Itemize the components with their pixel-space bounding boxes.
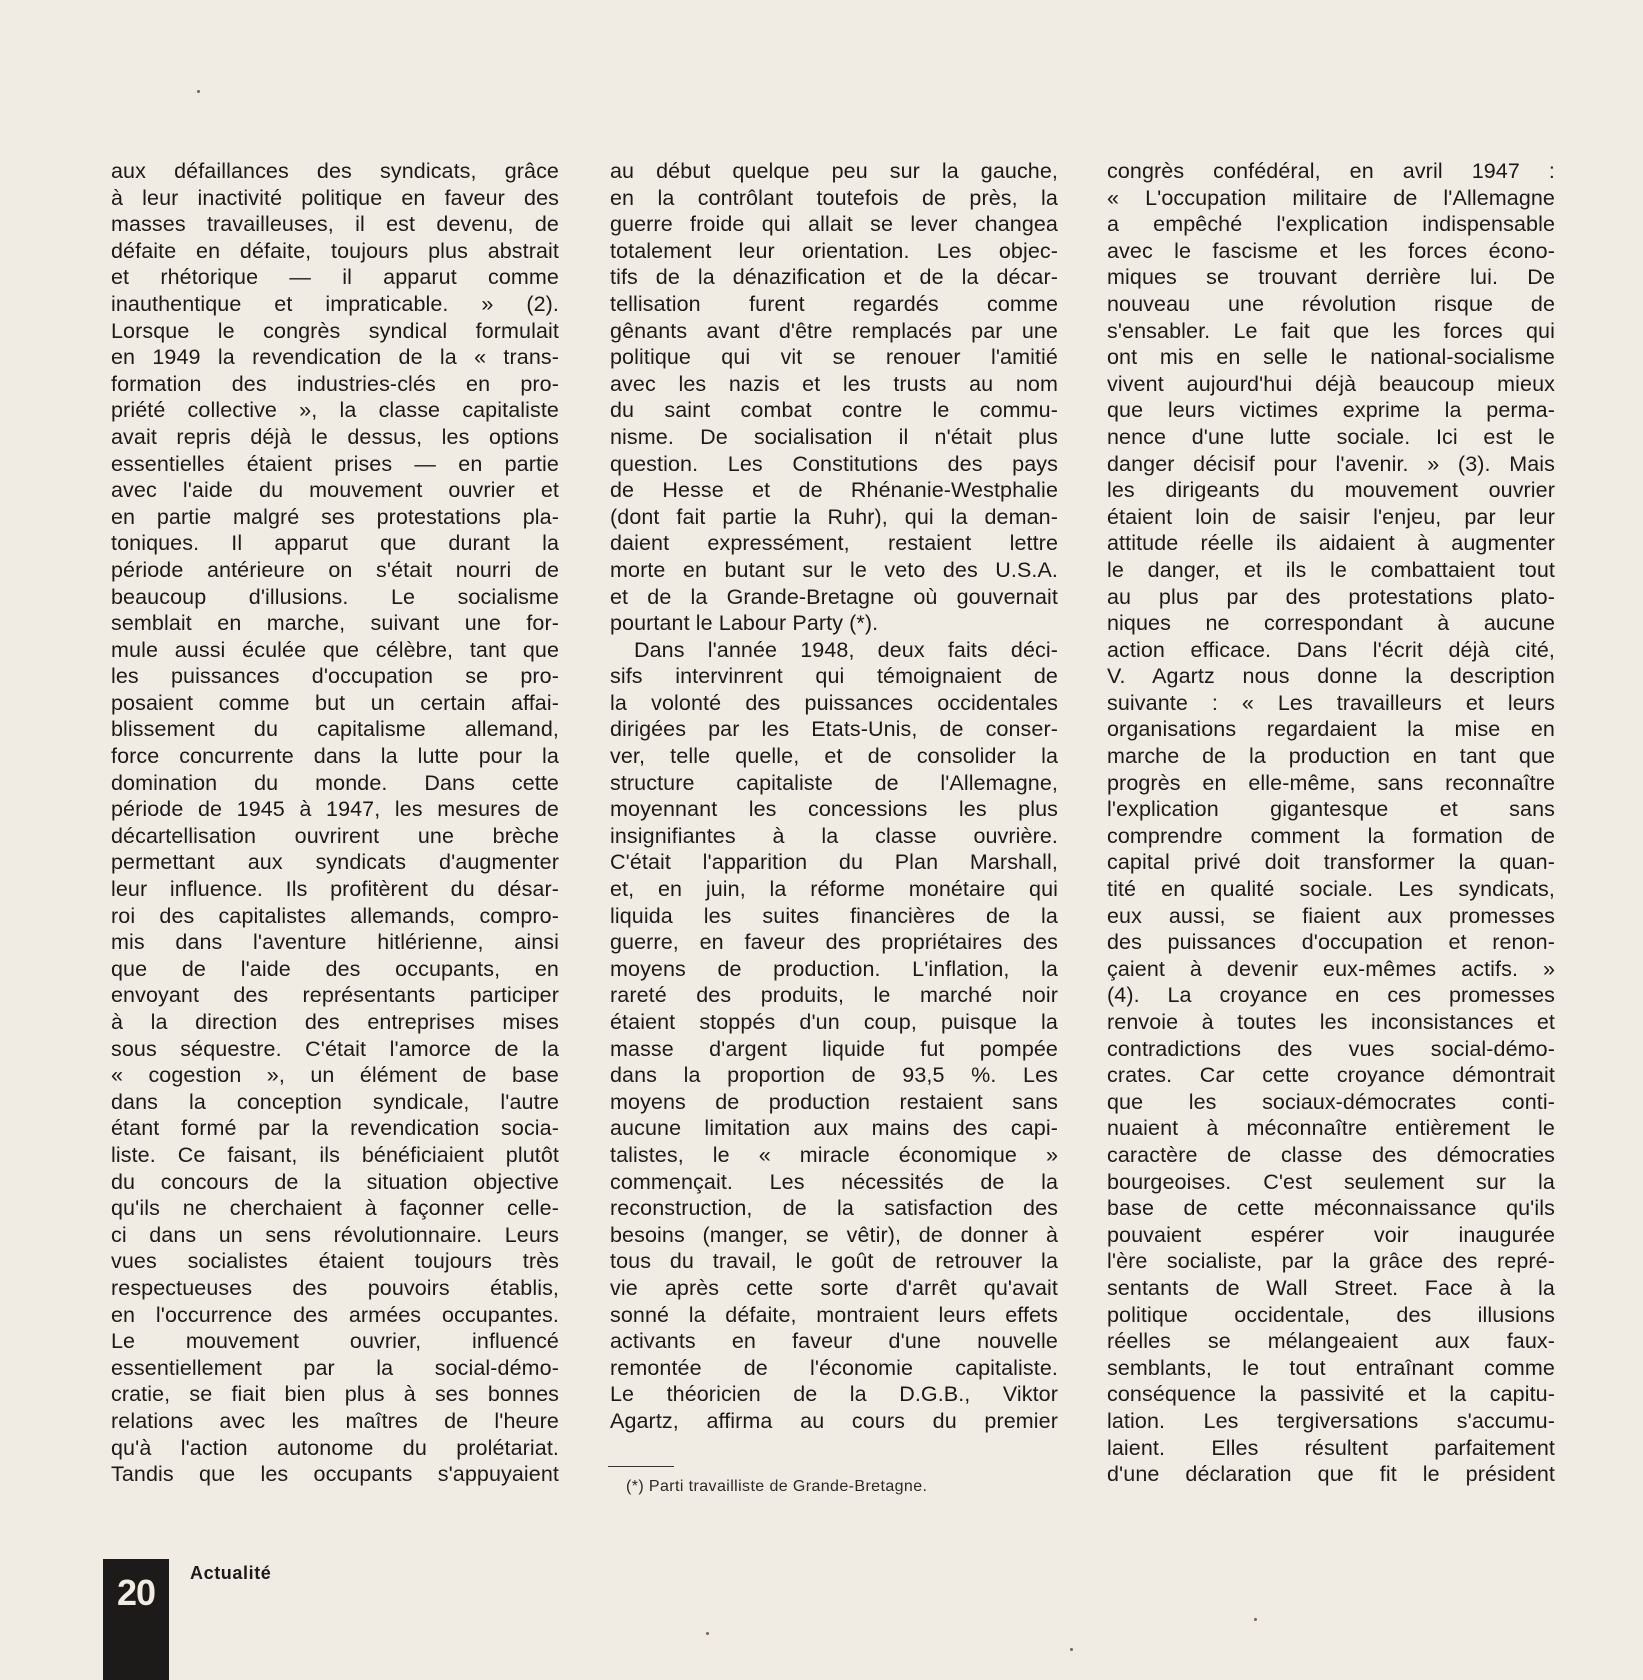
text-line: du concours de la situation objective	[111, 1169, 559, 1194]
text-line: la volonté des puissances occidentales	[610, 690, 1058, 715]
text-line: pouvaient espérer voir inaugurée	[1107, 1222, 1555, 1247]
text-line: avec l'aide du mouvement ouvrier et	[111, 478, 559, 503]
text-line: guerre froide qui allait se lever changea	[610, 212, 1058, 237]
text-line: mule aussi éculée que célèbre, tant que	[111, 637, 559, 662]
text-line: respectueuses des pouvoirs établis,	[111, 1275, 559, 1300]
text-line: eux aussi, se fiaient aux promesses	[1107, 903, 1555, 928]
text-line: aux défaillances des syndicats, grâce	[111, 159, 559, 183]
text-line: aucune limitation aux mains des capi-	[610, 1116, 1058, 1141]
text-line: question. Les Constitutions des pays	[610, 451, 1058, 476]
text-line: Dans l'année 1948, deux faits déci-	[634, 637, 1058, 662]
text-line: et rhétorique — il apparut comme	[111, 265, 559, 290]
text-line: envoyant des représentants participer	[111, 983, 559, 1008]
text-line: gênants avant d'être remplacés par une	[610, 318, 1058, 343]
text-line: de Hesse et de Rhénanie-Westphalie	[610, 478, 1058, 503]
text-line: « L'occupation militaire de l'Allemagne	[1107, 185, 1555, 210]
text-line: bourgeoises. C'est seulement sur la	[1107, 1169, 1555, 1194]
section-label: Actualité	[190, 1563, 272, 1583]
text-line: C'était l'apparition du Plan Marshall,	[610, 850, 1058, 875]
text-line: a empêché l'explication indispensable	[1107, 212, 1555, 237]
text-line: masses travailleuses, il est devenu, de	[111, 212, 559, 237]
text-line: des puissances d'occupation et renon-	[1107, 930, 1555, 955]
text-line: avait repris déjà le dessus, les options	[111, 424, 559, 449]
text-line: permettant aux syndicats d'augmenter	[111, 850, 559, 875]
text-line: contradictions des vues social-démo-	[1107, 1036, 1555, 1061]
text-line: crates. Car cette croyance démontrait	[1107, 1063, 1555, 1088]
text-line: avec les nazis et les trusts au nom	[610, 371, 1058, 396]
paper-speck	[197, 90, 200, 93]
text-line: masse d'argent liquide fut pompée	[610, 1036, 1058, 1061]
text-line: daient expressément, restaient lettre	[610, 531, 1058, 556]
text-line: tellisation furent regardés comme	[610, 291, 1058, 316]
text-line: au début quelque peu sur la gauche,	[610, 159, 1058, 183]
text-line: essentiellement par la social-démo-	[111, 1355, 559, 1380]
text-line: les puissances d'occupation se pro-	[111, 664, 559, 689]
text-line: niques ne correspondant à aucune	[1107, 611, 1555, 636]
text-line: l'ère socialiste, par la grâce des repré-	[1107, 1249, 1555, 1274]
text-line: sifs intervinrent qui témoignaient de	[610, 664, 1058, 689]
text-line: qu'à l'action autonome du prolétariat.	[111, 1435, 559, 1460]
text-line: que les sociaux-démocrates conti-	[1107, 1089, 1555, 1114]
text-line: en 1949 la revendication de la « trans-	[111, 345, 559, 370]
text-line: en la contrôlant toutefois de près, la	[610, 185, 1058, 210]
text-line: semblants, le tout entraînant comme	[1107, 1355, 1555, 1380]
text-line: toniques. Il apparut que durant la	[111, 531, 559, 556]
text-line: décartellisation ouvrirent une brèche	[111, 823, 559, 848]
text-line: suivante : « Les travailleurs et leurs	[1107, 690, 1555, 715]
text-line: comprendre comment la formation de	[1107, 823, 1555, 848]
text-line: dirigées par les Etats-Unis, de conser-	[610, 717, 1058, 742]
text-line: période de 1945 à 1947, les mesures de	[111, 797, 559, 822]
text-line: congrès confédéral, en avril 1947 :	[1107, 159, 1555, 183]
text-line: laient. Elles résultent parfaitement	[1107, 1435, 1555, 1460]
text-line: le danger, et ils le combattaient tout	[1107, 557, 1555, 582]
text-line: blissement du capitalisme allemand,	[111, 717, 559, 742]
text-line: (4). La croyance en ces promesses	[1107, 983, 1555, 1008]
paper-speck	[1070, 1648, 1073, 1651]
text-line: « cogestion », un élément de base	[111, 1063, 559, 1088]
text-line: moyennant les concessions les plus	[610, 797, 1058, 822]
text-line: action efficace. Dans l'écrit déjà cité,	[1107, 637, 1555, 662]
text-column-2	[610, 158, 1058, 1435]
text-line: liste. Ce faisant, ils bénéficiaient plutôt	[111, 1142, 559, 1167]
text-line: à leur inactivité politique en faveur des	[111, 185, 559, 210]
text-line: totalement leur orientation. Les objec-	[610, 238, 1058, 263]
text-line: Lorsque le congrès syndical formulait	[111, 318, 559, 343]
text-line: inauthentique et impraticable. » (2).	[111, 291, 559, 316]
text-line: relations avec les maîtres de l'heure	[111, 1408, 559, 1433]
text-line: les dirigeants du mouvement ouvrier	[1107, 478, 1555, 503]
text-line: danger décisif pour l'avenir. » (3). Mais	[1107, 451, 1555, 476]
text-line: vivent aujourd'hui déjà beaucoup mieux	[1107, 371, 1555, 396]
text-line: semblait en marche, suivant une for-	[111, 611, 559, 636]
text-line: étant formé par la revendication socia-	[111, 1116, 559, 1141]
text-line: l'explication gigantesque et sans	[1107, 797, 1555, 822]
text-line: étaient stoppés d'un coup, puisque la	[610, 1010, 1058, 1034]
text-line: pourtant le Labour Party (*).	[610, 611, 879, 636]
text-line: besoins (manger, se vêtir), de donner à	[610, 1222, 1058, 1247]
text-column-1	[111, 158, 559, 1488]
text-line: commençait. Les nécessités de la	[610, 1169, 1058, 1194]
text-line: sous séquestre. C'était l'amorce de la	[111, 1036, 559, 1061]
text-line: marche de la production en tant que	[1107, 744, 1555, 769]
text-line: vues socialistes étaient toujours très	[111, 1249, 559, 1274]
text-line: dans la conception syndicale, l'autre	[111, 1089, 559, 1114]
text-line: tifs de la dénazification et de la décar-	[610, 265, 1058, 290]
text-line: rareté des produits, le marché noir	[610, 983, 1058, 1008]
text-line: caractère de classe des démocraties	[1107, 1142, 1555, 1167]
text-line: Tandis que les occupants s'appuyaient	[111, 1462, 559, 1487]
text-line: ver, telle quelle, et de consolider la	[610, 744, 1058, 769]
text-line: nuaient à méconnaître entièrement le	[1107, 1116, 1555, 1141]
text-line: ont mis en selle le national-socialisme	[1107, 345, 1555, 370]
text-line: çaient à devenir eux-mêmes actifs. »	[1107, 956, 1555, 981]
text-line: insignifiantes à la classe ouvrière.	[610, 823, 1058, 848]
text-line: formation des industries-clés en pro-	[111, 371, 559, 396]
text-line: posaient comme but un certain affai-	[111, 690, 559, 715]
text-line: organisations regardaient la mise en	[1107, 717, 1555, 742]
text-line: que leurs victimes exprime la perma-	[1107, 398, 1555, 423]
text-line: ci dans un sens révolutionnaire. Leurs	[111, 1222, 559, 1247]
text-line: Le mouvement ouvrier, influencé	[111, 1329, 559, 1354]
text-line: activants en faveur d'une nouvelle	[610, 1329, 1058, 1354]
text-line: structure capitaliste de l'Allemagne,	[610, 770, 1058, 795]
text-line: force concurrente dans la lutte pour la	[111, 744, 559, 769]
text-line: sonné la défaite, montraient leurs effets	[610, 1302, 1058, 1327]
text-line: période antérieure on s'était nourri de	[111, 557, 559, 582]
text-line: nouveau une révolution risque de	[1107, 291, 1555, 316]
text-line: base de cette méconnaissance qu'ils	[1107, 1196, 1555, 1221]
text-line: en l'occurrence des armées occupantes.	[111, 1302, 559, 1327]
text-line: nisme. De socialisation il n'était plus	[610, 424, 1058, 449]
text-line: s'ensabler. Le fait que les forces qui	[1107, 318, 1555, 343]
text-line: qu'ils ne cherchaient à façonner celle-	[111, 1196, 559, 1221]
footnote-rule	[608, 1466, 674, 1467]
text-line: roi des capitalistes allemands, compro-	[111, 903, 559, 928]
text-line: politique qui vit se renouer l'amitié	[610, 345, 1058, 370]
paper-speck	[1254, 1618, 1257, 1621]
text-line: essentielles étaient prises — en partie	[111, 451, 559, 476]
text-line: politique occidentale, des illusions	[1107, 1302, 1555, 1327]
text-line: domination du monde. Dans cette	[111, 770, 559, 795]
text-line: miques se trouvant derrière lui. De	[1107, 265, 1555, 290]
text-line: progrès en elle-même, sans reconnaître	[1107, 770, 1555, 795]
text-line: reconstruction, de la satisfaction des	[610, 1196, 1058, 1221]
text-line: réelles se mélangeaient aux faux-	[1107, 1329, 1555, 1354]
text-line: (dont fait partie la Ruhr), qui la deman-	[610, 504, 1058, 529]
text-line: attitude réelle ils aidaient à augmenter	[1107, 531, 1555, 556]
text-line: moyens de production. L'inflation, la	[610, 956, 1058, 981]
text-line: moyens de production restaient sans	[610, 1089, 1058, 1114]
text-line: et, en juin, la réforme monétaire qui	[610, 877, 1058, 902]
text-line: cratie, se fiait bien plus à ses bonnes	[111, 1382, 559, 1407]
text-line: nence d'une lutte sociale. Ici est le	[1107, 424, 1555, 449]
text-line: Agartz, affirma au cours du premier	[610, 1408, 1058, 1433]
text-line: priété collective », la classe capitaliste	[111, 398, 559, 423]
text-line: sentants de Wall Street. Face à la	[1107, 1275, 1555, 1300]
text-line: du saint combat contre le commu-	[610, 398, 1058, 423]
text-column-3	[1107, 158, 1555, 1488]
text-line: V. Agartz nous donne la description	[1107, 664, 1555, 689]
text-line: vie après cette sorte d'arrêt qu'avait	[610, 1275, 1058, 1300]
text-line: guerre, en faveur des propriétaires des	[610, 930, 1058, 955]
text-line: avec le fascisme et les forces écono-	[1107, 238, 1555, 263]
text-line: en partie malgré ses protestations pla-	[111, 504, 559, 529]
text-line: liquida les suites financières de la	[610, 903, 1058, 928]
footnote: (*) Parti travailliste de Grande-Bretagne.	[626, 1478, 928, 1495]
text-line: leur influence. Ils profitèrent du désar-	[111, 877, 559, 902]
text-line: capital privé doit transformer la quan-	[1107, 850, 1555, 875]
text-line: Le théoricien de la D.G.B., Viktor	[610, 1382, 1058, 1407]
text-line: et de la Grande-Bretagne où gouvernait	[610, 584, 1058, 609]
text-line: morte en butant sur le veto des U.S.A.	[610, 557, 1058, 582]
text-line: que de l'aide des occupants, en	[111, 956, 559, 981]
text-line: tité en qualité sociale. Les syndicats,	[1107, 877, 1555, 902]
text-line: étaient loin de saisir l'enjeu, par leur	[1107, 504, 1555, 529]
text-line: dans la proportion de 93,5 %. Les	[610, 1063, 1058, 1088]
text-line: à la direction des entreprises mises	[111, 1010, 559, 1034]
text-line: talistes, le « miracle économique »	[610, 1142, 1058, 1167]
text-line: remontée de l'économie capitaliste.	[610, 1355, 1058, 1380]
page-number: 20	[116, 1572, 156, 1613]
text-line: mis dans l'aventure hitlérienne, ainsi	[111, 930, 559, 955]
text-line: lation. Les tergiversations s'accumu-	[1107, 1408, 1555, 1433]
paper-speck	[706, 1632, 709, 1635]
text-line: conséquence la passivité et la capitu-	[1107, 1382, 1555, 1407]
text-line: au plus par des protestations plato-	[1107, 584, 1555, 609]
text-line: défaite en défaite, toujours plus abstrait	[111, 238, 559, 263]
text-line: renvoie à toutes les inconsistances et	[1107, 1010, 1555, 1034]
text-line: d'une déclaration que fit le président	[1107, 1462, 1555, 1487]
text-line: beaucoup d'illusions. Le socialisme	[111, 584, 559, 609]
text-line: tous du travail, le goût de retrouver la	[610, 1249, 1058, 1274]
